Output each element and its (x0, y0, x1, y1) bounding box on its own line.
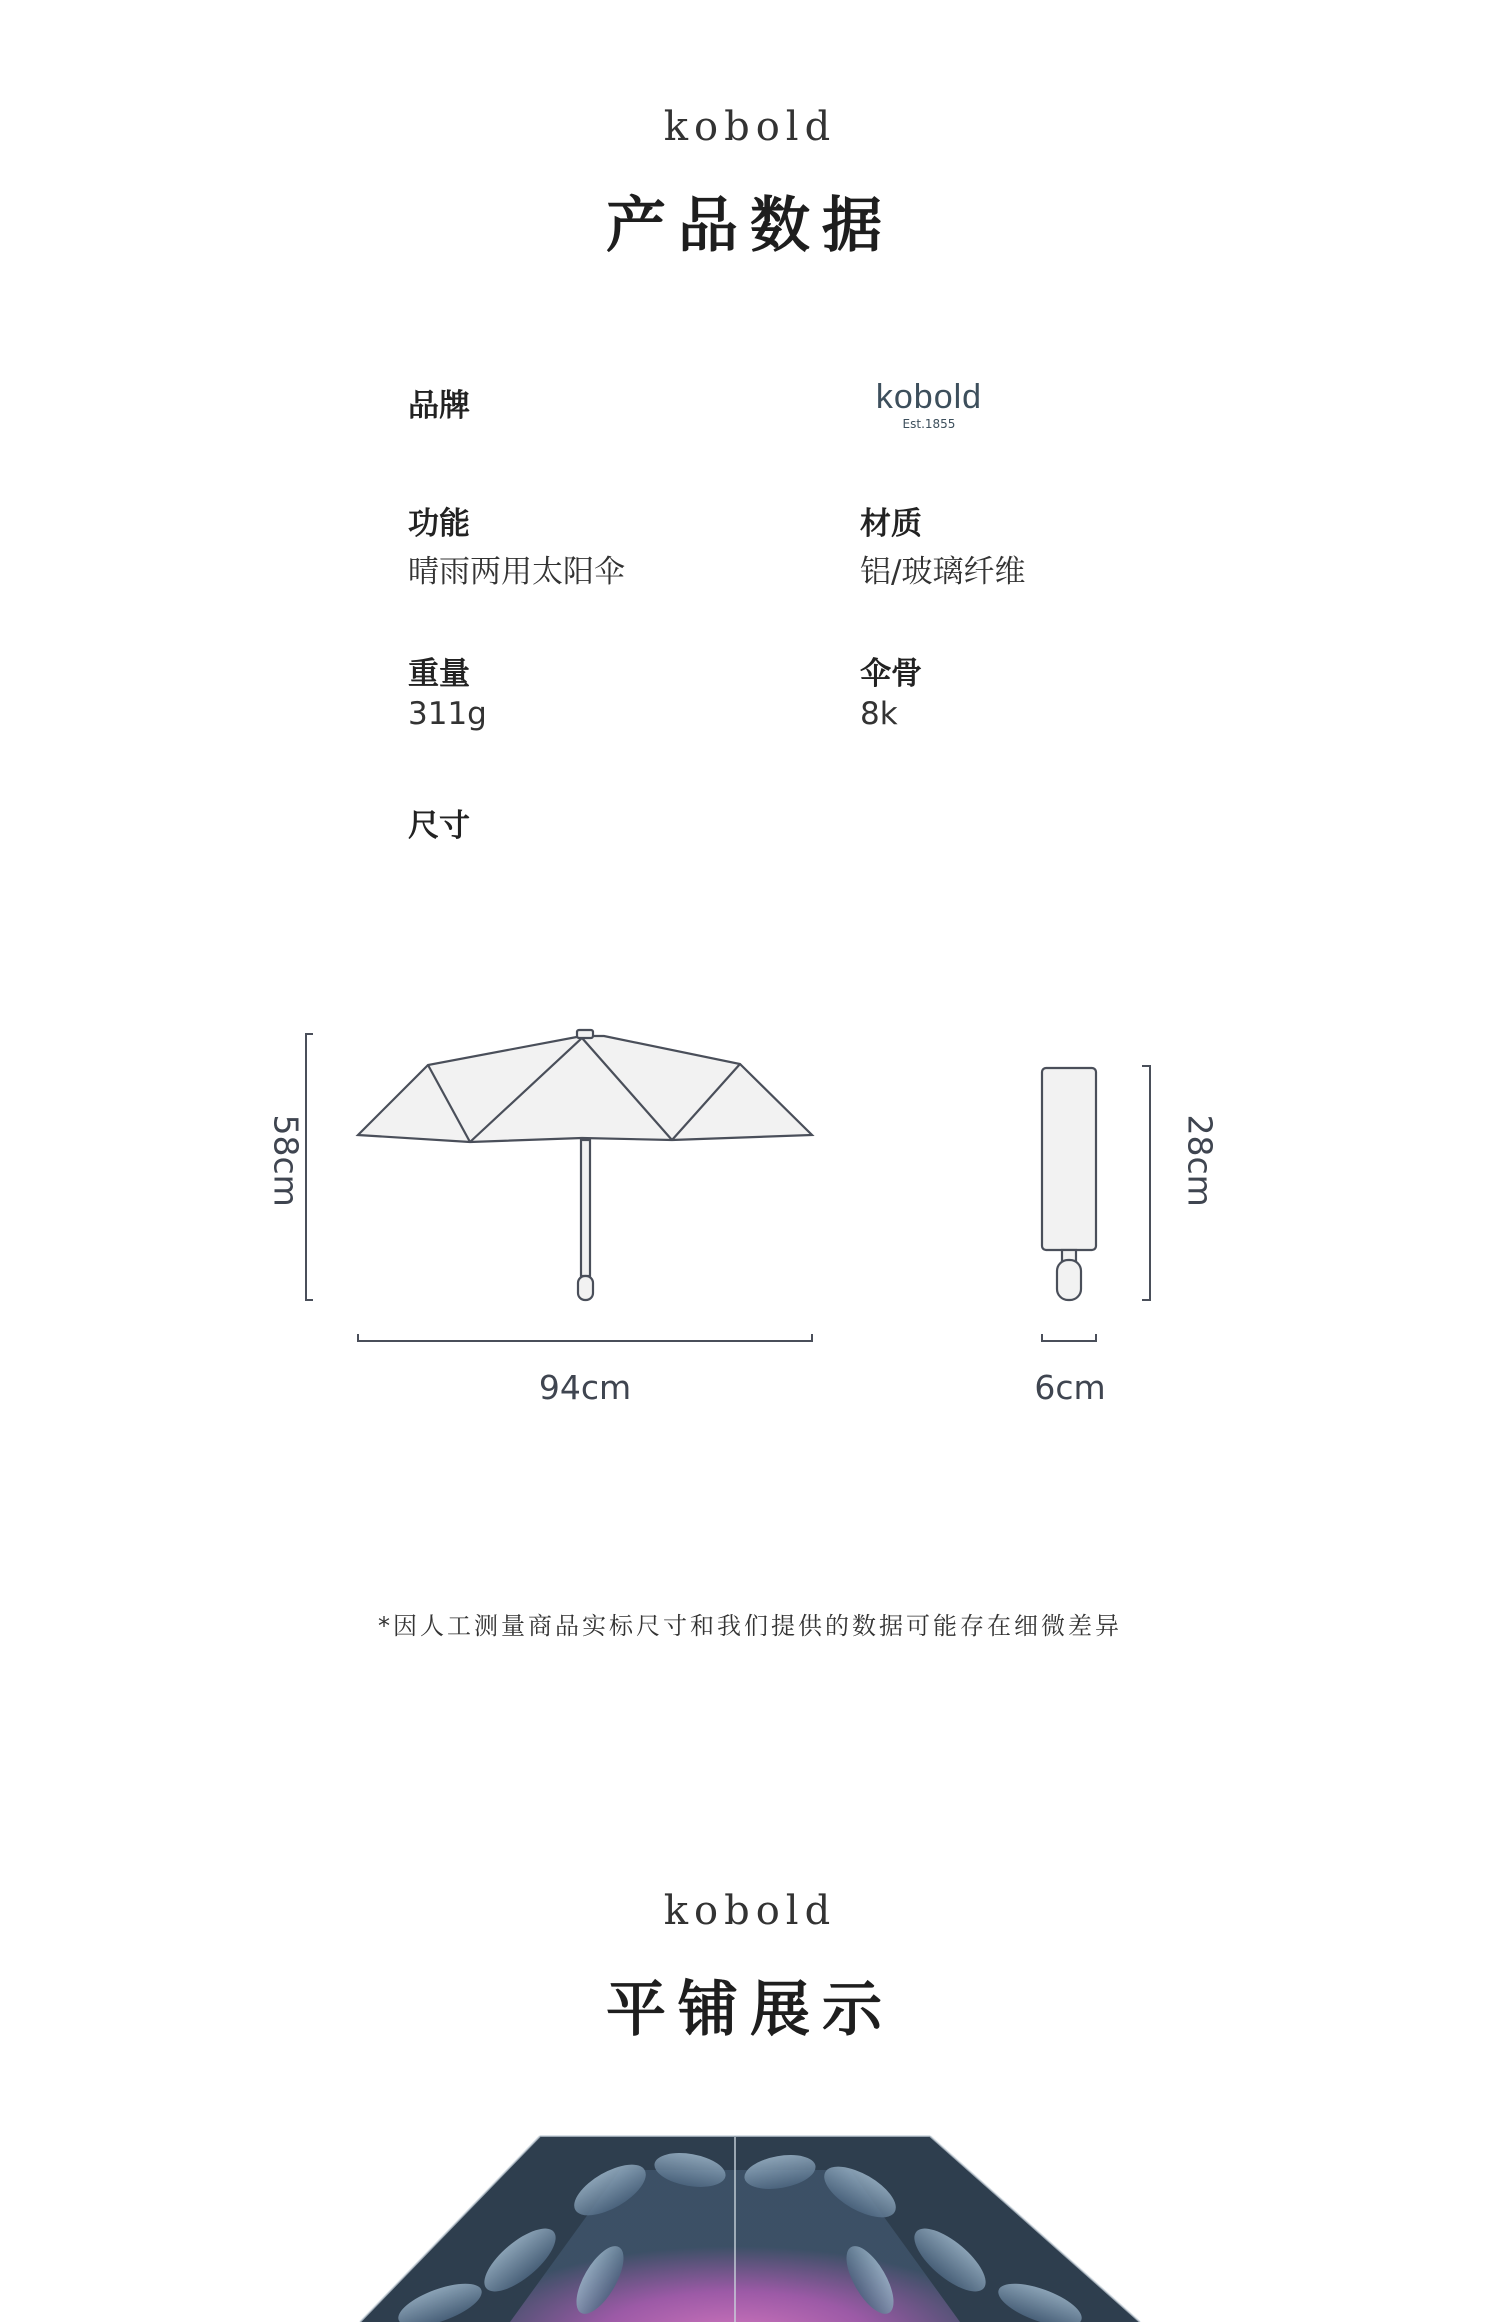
ribs-value: 8k (860, 696, 898, 732)
material-label: 材质 (860, 506, 922, 542)
function-value: 晴雨两用太阳伞 (408, 554, 625, 590)
logo-text: kobold (875, 378, 983, 416)
brand-wordmark: kobold (663, 104, 837, 150)
folded-length-bracket (1142, 1066, 1150, 1300)
umbrella-shaft (581, 1140, 590, 1276)
ribs-label: 伞骨 (860, 656, 922, 692)
canopy-outline (358, 1036, 812, 1142)
flatlay-umbrella-image (0, 2130, 1500, 2322)
weight-label: 重量 (408, 656, 470, 692)
canopy-tip (577, 1030, 593, 1038)
umbrella-handle (578, 1276, 593, 1300)
size-label: 尺寸 (408, 808, 470, 844)
logo-subtext: Est.1855 (902, 417, 956, 431)
measurement-note: *因人工测量商品实标尺寸和我们提供的数据可能存在细微差异 (378, 1612, 1122, 1640)
weight-value: 311g (408, 696, 487, 732)
open-umbrella-illustration (358, 1030, 812, 1300)
folded-length-label: 28cm (1180, 1114, 1220, 1207)
section-title-2: 平铺展示 (606, 1975, 894, 2045)
brand-label: 品牌 (408, 388, 470, 424)
folded-handle (1057, 1260, 1081, 1300)
function-label: 功能 (408, 506, 470, 542)
open-height-bracket (306, 1034, 313, 1300)
folded-umbrella-illustration (1042, 1068, 1096, 1300)
section-title: 产品数据 (606, 191, 894, 261)
material-value: 铝/玻璃纤维 (860, 554, 1026, 590)
open-width-label: 94cm (538, 1368, 632, 1407)
folded-width-label: 6cm (1034, 1368, 1106, 1407)
folded-width-bracket (1042, 1334, 1096, 1341)
folded-body (1042, 1068, 1096, 1250)
open-width-bracket (358, 1334, 812, 1341)
open-height-label: 58cm (266, 1114, 306, 1207)
brand-wordmark-2: kobold (663, 1888, 837, 1934)
